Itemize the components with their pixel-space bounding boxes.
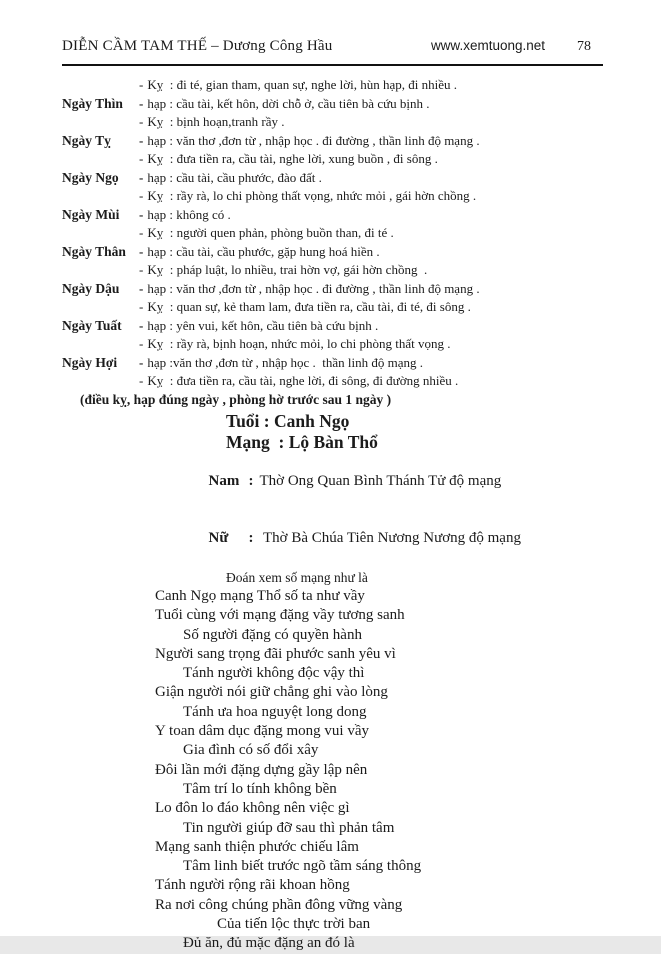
ky-line — [139, 261, 603, 280]
poem-line: Tâm trí lo tính không bền — [183, 780, 337, 797]
page-header — [62, 38, 603, 66]
dash: - — [139, 262, 144, 277]
day-label: Ngày Tuất — [62, 317, 122, 333]
ky-line-text: Kỵ : rầy rà, lo chi phòng thất vọng, nhức mỏi , gái hờn chồng . — [147, 188, 477, 203]
nu-text: Thờ Bà Chúa Tiên Nương Nương độ mạng — [259, 530, 521, 546]
nu-colon: : — [248, 530, 254, 546]
dash: - — [139, 132, 144, 148]
day-label — [62, 76, 139, 95]
day-list — [62, 76, 603, 409]
hap-line — [139, 280, 603, 299]
day-row — [62, 206, 603, 243]
profile-section — [62, 411, 603, 586]
poem-line: Mạng sanh thiện phước chiếu lâm — [155, 838, 359, 855]
day-label: Ngày Hợi — [62, 354, 118, 370]
dash: - — [139, 354, 144, 370]
poem-line: Tuổi cùng với mạng đặng vầy tương sanh — [155, 607, 405, 624]
hap-line — [139, 132, 603, 151]
nu-label: Nữ — [208, 530, 229, 546]
nu-line — [186, 510, 603, 567]
hap-line-text: hạp : yên vui, kết hôn, cầu tiên bà cứu bịnh . — [147, 317, 379, 333]
poem-intro: Đoán xem số mạng như là — [226, 570, 368, 585]
poem-line: Canh Ngọ mạng Thổ số ta như vầy — [155, 588, 365, 604]
day-lines — [139, 95, 603, 132]
ky-line-text: Kỵ : quan sự, kẻ tham lam, đưa tiền ra, cầu tài, đi té, đi sông . — [147, 299, 471, 314]
ky-line-text: Kỵ : bịnh hoạn,tranh rầy . — [147, 114, 285, 129]
day-rows — [62, 76, 603, 391]
mang-line: Mạng : Lộ Bàn Thổ — [226, 432, 378, 452]
day-label: Ngày Ngọ — [62, 169, 119, 185]
page-number: 78 — [577, 39, 591, 54]
day-row — [62, 132, 603, 169]
ky-line — [139, 298, 603, 317]
poem-line: Của tiến lộc thực trời ban — [217, 916, 371, 933]
ky-line-text: Kỵ : pháp luật, lo nhiều, trai hờn vợ, gái hờn chồng . — [147, 262, 428, 277]
hap-line-text: hạp : cầu tài, kết hôn, dời chỗ ở, cầu tiên bà cứu bịnh . — [147, 95, 430, 111]
tuoi-line: Tuổi : Canh Ngọ — [226, 411, 350, 431]
day-row — [62, 280, 603, 317]
day-label: Ngày Dậu — [62, 280, 120, 296]
day-lines — [139, 76, 603, 95]
hap-line-text: hạp : không có . — [147, 206, 231, 222]
hap-line-text: hạp : cầu tài, cầu phước, gặp hung hoá hiền . — [147, 243, 380, 259]
dash: - — [139, 151, 144, 166]
dash: - — [139, 317, 144, 333]
hap-line — [139, 243, 603, 262]
day-label: Ngày Mùi — [62, 206, 120, 222]
hap-line — [139, 169, 603, 188]
day-lines — [139, 280, 603, 317]
poem-line: Đôi lần mới đặng dựng gầy lập nên — [155, 761, 368, 778]
fortune-poem — [155, 587, 603, 954]
dash: - — [139, 206, 144, 222]
ky-line — [139, 224, 603, 243]
nam-line — [186, 453, 603, 510]
dash: - — [139, 188, 144, 203]
dash: - — [139, 95, 144, 111]
hap-line-text: hạp : văn thơ ,đơn từ , nhập học . đi đường , thần linh độ mạng . — [147, 132, 480, 148]
poem-line: Đủ ăn, đủ mặc đặng an đó là — [183, 935, 355, 952]
poem-line: Gia đình có số đổi xây — [183, 742, 319, 759]
poem-line: Ra nơi công chúng phần đông vững vàng — [155, 896, 403, 913]
dash: - — [139, 373, 144, 388]
hap-line — [139, 206, 603, 225]
hap-line — [139, 317, 603, 336]
day-row — [62, 354, 603, 391]
poem-line: Tánh người rộng rãi khoan hồng — [155, 877, 350, 894]
website-url: www.xemtuong.net — [430, 38, 545, 53]
day-lines — [139, 317, 603, 354]
dash: - — [139, 243, 144, 259]
day-row — [62, 317, 603, 354]
book-title: DIỄN CẦM TAM THẾ – Dương Công Hầu — [62, 38, 333, 54]
dash: - — [139, 114, 144, 129]
poem-line: Lo đôn lo đáo không nên việc gì — [155, 800, 350, 817]
poem-line: Y toan dâm dục đặng mong vui vầy — [155, 723, 369, 740]
day-row — [62, 76, 603, 95]
ky-line — [139, 335, 603, 354]
poem-line: Số người đặng có quyền hành — [183, 626, 362, 643]
day-row — [62, 169, 603, 206]
ky-line — [139, 372, 603, 391]
nam-colon: : — [248, 473, 254, 489]
day-lines — [139, 243, 603, 280]
ky-line — [139, 150, 603, 169]
poem-line: Tâm linh biết trước ngõ tầm sáng thông — [183, 858, 422, 875]
day-label: Ngày Thân — [62, 243, 126, 259]
dash: - — [139, 225, 144, 240]
dash: - — [139, 299, 144, 314]
nam-text: Thờ Ong Quan Bình Thánh Tử độ mạng — [259, 473, 502, 489]
hap-line-text: hạp : cầu tài, cầu phước, đào đất . — [147, 169, 322, 185]
day-lines — [139, 354, 603, 391]
ky-line-text: Kỵ : đưa tiền ra, cầu tài, nghe lời, đi sông, đi đường nhiều . — [147, 373, 459, 388]
day-label: Ngày Tỵ — [62, 132, 111, 148]
poem-line: Giận người nói giữ chẳng ghi vào lòng — [155, 684, 388, 701]
hap-line-text: hạp :văn thơ ,đơn từ , nhập học . thần linh độ mạng . — [147, 354, 424, 370]
poem-line: Tánh người không độc vậy thì — [183, 665, 365, 682]
poem-line: Tánh ưa hoa nguyệt long dong — [183, 703, 367, 720]
poem-line: Tin người giúp đỡ sau thì phản tâm — [183, 819, 395, 836]
hap-line — [139, 95, 603, 114]
dash: - — [139, 280, 144, 296]
day-lines — [139, 206, 603, 243]
nam-label: Nam — [208, 473, 240, 489]
poem-line: Người sang trọng đãi phước sanh yêu vì — [155, 645, 396, 662]
hap-line-text: hạp : văn thơ ,đơn từ , nhập học . đi đường , thần linh độ mạng . — [147, 280, 480, 296]
day-lines — [139, 132, 603, 169]
day-note: (điều kỵ, hạp đúng ngày , phòng hờ trước sau 1 ngày ) — [80, 391, 392, 407]
day-lines — [139, 169, 603, 206]
hap-line — [139, 354, 603, 373]
ky-line-text: Kỵ : người quen phản, phòng buồn than, đi té . — [147, 225, 394, 240]
ky-line — [139, 187, 603, 206]
day-label: Ngày Thìn — [62, 95, 123, 111]
dash: - — [139, 336, 144, 351]
ky-line — [139, 113, 603, 132]
day-row — [62, 95, 603, 132]
dash: - — [139, 169, 144, 185]
ky-line-text: Kỵ : rầy rà, bịnh hoạn, nhức mỏi, lo chi phòng thất vọng . — [147, 336, 451, 351]
day-row — [62, 243, 603, 280]
ky-line-text: Kỵ : đi té, gian tham, quan sự, nghe lời, hùn hạp, đi nhiều . — [147, 77, 457, 92]
ky-line-text: Kỵ : đưa tiền ra, cầu tài, nghe lời, xung buồn , đi sông . — [147, 151, 438, 166]
dash: - — [139, 77, 144, 92]
ky-line — [139, 76, 603, 95]
